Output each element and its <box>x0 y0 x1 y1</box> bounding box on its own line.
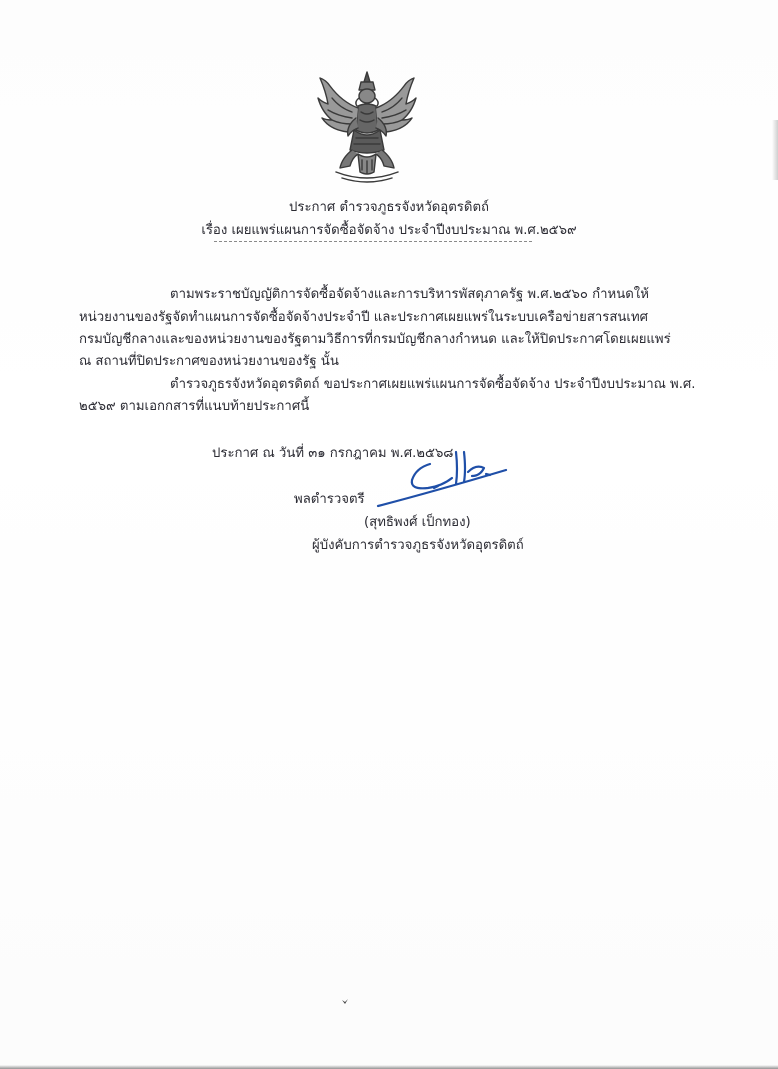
announcement-title: ประกาศ ตำรวจภูธรจังหวัดอุตรดิตถ์ <box>288 200 489 215</box>
paragraph-1-line-2: หน่วยงานของรัฐจัดทำแผนการจัดซื้อจัดจ้างประจำปี และประกาศเผยแพร่ในระบบเครือข่ายสารสนเทศ <box>79 310 649 325</box>
header-divider <box>214 241 532 242</box>
paragraph-2-line-1: ตำรวจภูธรจังหวัดอุตรดิตถ์ ขอประกาศเผยแพร่แผนการจัดซื้อจัดจ้าง ประจำปีงบประมาณ พ.ศ. <box>170 377 696 392</box>
paragraph-2-line-2: ๒๕๖๙ ตามเอกกสารที่แนบท้ายประกาศนี้ <box>79 399 310 414</box>
scan-edge-shadow <box>772 120 778 180</box>
announce-date: ประกาศ ณ วันที่ ๓๑ กรกฎาคม พ.ศ.๒๕๖๘ <box>212 446 454 461</box>
paragraph-1-line-1: ตามพระราชบัญญัติการจัดซื้อจัดจ้างและการบริหารพัสดุภาครัฐ พ.ศ.๒๕๖๐ กำหนดให้ <box>170 287 649 302</box>
signer-rank: พลตำรวจตรี <box>294 492 365 507</box>
paragraph-1-line-3: กรมบัญชีกลางและของหน่วยงานของรัฐตามวิธีการที่กรมบัญชีกลางกำหนด และให้ปิดประกาศโดยเผยแพร่ <box>79 332 671 347</box>
scan-speck <box>341 998 349 1006</box>
signer-position: ผู้บังคับการตำรวจภูธรจังหวัดอุตรดิตถ์ <box>312 538 524 553</box>
scan-bottom-edge <box>0 1065 778 1069</box>
garuda-emblem-icon <box>312 68 422 188</box>
signer-name: (สุทธิพงศ์ เป็กทอง) <box>364 515 471 530</box>
handwritten-signature-icon <box>372 442 522 512</box>
announcement-subject: เรื่อง เผยแพร่แผนการจัดซื้อจัดจ้าง ประจำปีงบประมาณ พ.ศ.๒๕๖๙ <box>201 223 577 238</box>
paragraph-1-line-4: ณ สถานที่ปิดประกาศของหน่วยงานของรัฐ นั้น <box>79 354 339 369</box>
